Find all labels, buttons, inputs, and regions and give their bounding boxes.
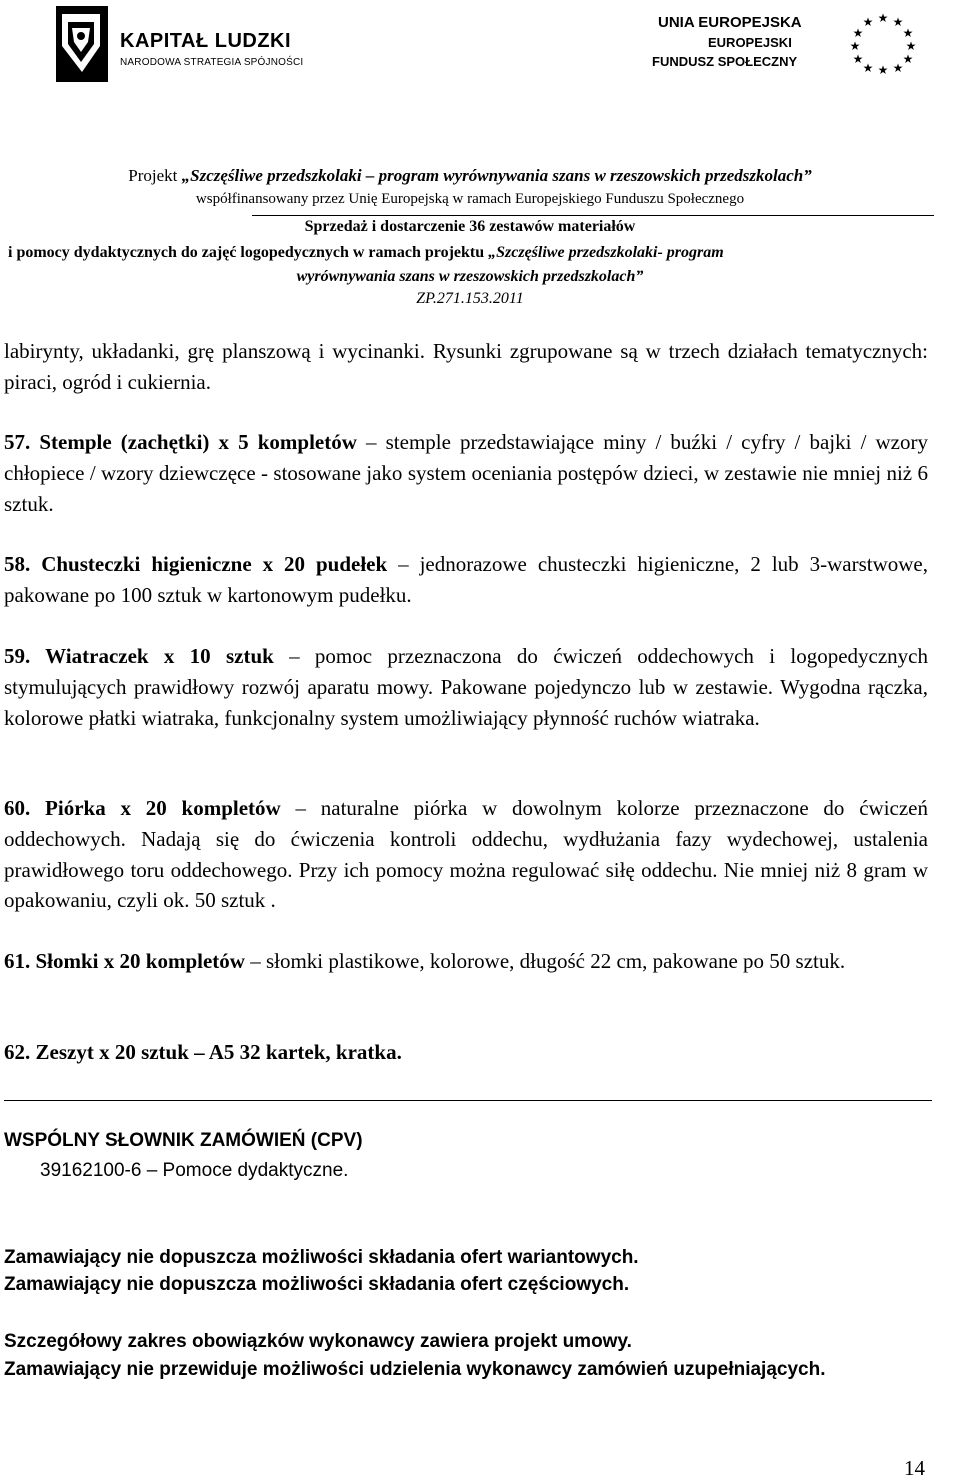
tender-line2-b: „Szczęśliwe przedszkolaki- program bbox=[488, 244, 724, 261]
note-no-supplementary-orders: Zamawiający nie przewiduje możliwości udzielenia wykonawcy zamówień uzupełniających. bbox=[4, 1359, 826, 1380]
svg-text:★: ★ bbox=[892, 61, 904, 74]
svg-text:★: ★ bbox=[852, 26, 864, 40]
eu-logo-line2: EUROPEJSKI bbox=[708, 35, 792, 50]
item-60-text: – naturalne piórka w dowolnym kolorze przeznaczone do ćwiczeń oddechowych. Nadają się do ćwiczenia kontroli oddechu, wydłużania fazy wydechowej, ustalenia prawidłowego toru oddechowego. Przy ich pomocy można regulować siłę oddechu. Nie mniej niż 8 gram w opakowaniu, czyli ok. 50 sztuk . bbox=[4, 796, 928, 913]
intro-paragraph: labirynty, układanki, grę planszową i wycinanki. Rysunki zgrupowane są w trzech działach tematycznych: piraci, ogród i cukiernia. bbox=[4, 339, 928, 394]
eu-logo-line3: FUNDUSZ SPOŁECZNY bbox=[652, 54, 798, 69]
svg-text:★: ★ bbox=[905, 39, 917, 53]
item-57 bbox=[4, 427, 928, 519]
item-61-heading: 61. Słomki x 20 kompletów bbox=[4, 949, 245, 973]
note-contract-scope: Szczegółowy zakres obowiązków wykonawcy zawiera projekt umowy. bbox=[4, 1331, 632, 1352]
item-57-text: – stemple przedstawiające miny / buźki / cyfry / bajki / wzory chłopiece / wzory dziewczęce - stosowane jako system oceniania postępów dzieci, w zestawie nie mniej niż 6 sztuk. bbox=[4, 430, 928, 516]
svg-text:★: ★ bbox=[852, 52, 864, 66]
cpv-title: WSPÓLNY SŁOWNIK ZAMÓWIEŃ (CPV) bbox=[4, 1130, 363, 1151]
reference-number: ZP.271.153.2011 bbox=[416, 290, 524, 307]
note-no-partial-offers: Zamawiający nie dopuszcza możliwości składania ofert częściowych. bbox=[4, 1274, 630, 1295]
item-58 bbox=[4, 549, 928, 611]
item-58-heading: 58. Chusteczki higieniczne x 20 pudełek bbox=[4, 552, 388, 576]
tender-line2-a: i pomocy dydaktycznych do zajęć logopedycznych w ramach projektu bbox=[8, 244, 489, 261]
kapital-ludzki-emblem-icon bbox=[56, 6, 116, 82]
tender-line1: Sprzedaż i dostarczenie 36 zestawów materiałów bbox=[304, 218, 636, 235]
item-59-heading: 59. Wiatraczek x 10 sztuk bbox=[4, 644, 274, 668]
svg-text:★: ★ bbox=[862, 61, 874, 74]
kapital-ludzki-logo bbox=[56, 6, 326, 82]
item-61-text: – słomki plastikowe, kolorowe, długość 22 cm, pakowane po 50 sztuk. bbox=[244, 949, 846, 973]
svg-text:★: ★ bbox=[849, 39, 861, 53]
item-59-text: – pomoc przeznaczona do ćwiczeń oddechowych i logopedycznych stymulujących prawidłowy rozwój aparatu mowy. Pakowane pojedynczo lub w zestawie. Wygodna rączka, kolorowe płatki wiatraka, funkcjonalny system umożliwiający płynność ruchów wiatraka. bbox=[4, 644, 928, 730]
eu-logo-line1: UNIA EUROPEJSKA bbox=[658, 14, 802, 31]
eu-logo bbox=[648, 10, 938, 76]
item-62-heading: 62. Zeszyt x 20 sztuk – A5 32 kartek, kratka. bbox=[4, 1040, 402, 1064]
svg-text:★: ★ bbox=[892, 15, 904, 29]
project-title bbox=[0, 166, 940, 186]
svg-text:★: ★ bbox=[902, 26, 914, 40]
item-57-heading: 57. Stemple (zachętki) x 5 kompletów bbox=[4, 430, 357, 454]
svg-text:★: ★ bbox=[877, 11, 889, 25]
item-58-text: – jednorazowe chusteczki higieniczne, 2 lub 3-warstwowe, pakowane po 100 sztuk w kartonowym pudełku. bbox=[4, 552, 928, 607]
item-60-heading: 60. Piórka x 20 kompletów bbox=[4, 796, 281, 820]
item-62 bbox=[4, 1037, 928, 1068]
item-59 bbox=[4, 641, 928, 733]
eu-stars-icon bbox=[844, 10, 922, 74]
note-no-variant-offers: Zamawiający nie dopuszcza możliwości składania ofert wariantowych. bbox=[4, 1247, 639, 1268]
tender-line2 bbox=[8, 244, 724, 262]
project-prefix: Projekt bbox=[128, 166, 182, 185]
section-divider bbox=[4, 1100, 932, 1101]
svg-text:★: ★ bbox=[862, 15, 874, 29]
kapital-ludzki-title: KAPITAŁ LUDZKI bbox=[120, 30, 292, 52]
page-number: 14 bbox=[904, 1456, 925, 1480]
kapital-ludzki-subtitle: NARODOWA STRATEGIA SPÓJNOŚCI bbox=[120, 57, 304, 68]
item-60 bbox=[4, 793, 928, 916]
project-name: „Szczęśliwe przedszkolaki – program wyrównywania szans w rzeszowskich przedszkolach” bbox=[181, 166, 812, 185]
cpv-code: 39162100-6 – Pomoce dydaktyczne. bbox=[40, 1160, 349, 1181]
header-divider bbox=[252, 215, 934, 216]
svg-text:★: ★ bbox=[902, 52, 914, 66]
svg-text:★: ★ bbox=[877, 63, 889, 74]
item-61 bbox=[4, 946, 928, 977]
cofinanced-line: współfinansowany przez Unię Europejską w ramach Europejskiego Funduszu Społecznego bbox=[195, 191, 745, 207]
tender-line3: wyrównywania szans w rzeszowskich przedszkolach” bbox=[296, 268, 644, 285]
